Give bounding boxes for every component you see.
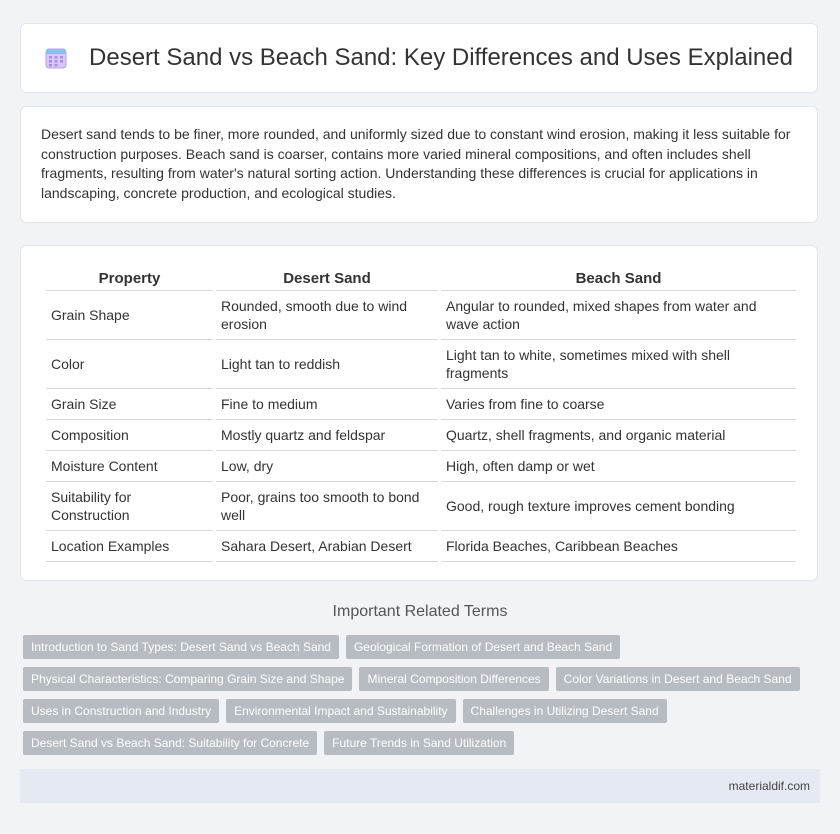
related-term-tag[interactable]: Introduction to Sand Types: Desert Sand vs Beach Sand (23, 635, 339, 659)
table-header-row (46, 264, 796, 291)
table-cell: Location Examples (46, 531, 213, 562)
table-cell: Grain Size (46, 389, 213, 420)
related-term-tag[interactable]: Mineral Composition Differences (359, 667, 548, 691)
related-term-tag[interactable]: Color Variations in Desert and Beach Sand (556, 667, 800, 691)
footer (20, 769, 820, 803)
table-cell: Color (46, 340, 213, 389)
related-term-tag[interactable]: Challenges in Utilizing Desert Sand (463, 699, 667, 723)
calendar-grid-icon (45, 47, 67, 69)
table-cell: Varies from fine to coarse (441, 389, 796, 420)
table-row (46, 451, 796, 482)
table-cell: Poor, grains too smooth to bond well (216, 482, 438, 531)
table-cell: Florida Beaches, Caribbean Beaches (441, 531, 796, 562)
table-cell: Suitability for Construction (46, 482, 213, 531)
column-header-beach-sand: Beach Sand (441, 264, 796, 291)
table-cell: High, often damp or wet (441, 451, 796, 482)
page-title: Desert Sand vs Beach Sand: Key Differences and Uses Explained (89, 44, 793, 71)
table-row (46, 531, 796, 562)
related-term-tag[interactable]: Environmental Impact and Sustainability (226, 699, 455, 723)
related-term-tag[interactable]: Desert Sand vs Beach Sand: Suitability for Concrete (23, 731, 317, 755)
table-cell: Grain Shape (46, 291, 213, 340)
table-row (46, 340, 796, 389)
table-cell: Angular to rounded, mixed shapes from water and wave action (441, 291, 796, 340)
table-row (46, 389, 796, 420)
tag-row (23, 635, 823, 659)
table-cell: Moisture Content (46, 451, 213, 482)
footer-site-link[interactable]: materialdif.com (728, 779, 810, 793)
intro-paragraph: Desert sand tends to be finer, more rounded, and uniformly sized due to constant wind erosion, making it less suitable for construction purposes. Beach sand is coarser, contains more varied mineral compositions, and often includes shell fragments, resulting from water's natural sorting action. Understanding these differences is crucial for applications in landscaping, concrete production, and ecological studies. (41, 126, 791, 201)
related-terms-heading: Important Related Terms (332, 603, 508, 620)
table-cell: Light tan to reddish (216, 340, 438, 389)
tag-row (23, 731, 823, 755)
tag-row (23, 667, 823, 691)
comparison-table (43, 264, 799, 562)
related-term-tag[interactable]: Geological Formation of Desert and Beach Sand (346, 635, 620, 659)
tag-row (23, 699, 823, 723)
table-cell: Good, rough texture improves cement bonding (441, 482, 796, 531)
table-cell: Composition (46, 420, 213, 451)
intro-card (20, 106, 818, 223)
related-term-tag[interactable]: Physical Characteristics: Comparing Grain Size and Shape (23, 667, 352, 691)
table-cell: Quartz, shell fragments, and organic material (441, 420, 796, 451)
table-cell: Fine to medium (216, 389, 438, 420)
column-header-property: Property (46, 264, 213, 291)
table-row (46, 420, 796, 451)
table-cell: Light tan to white, sometimes mixed with shell fragments (441, 340, 796, 389)
related-term-tag[interactable]: Future Trends in Sand Utilization (324, 731, 514, 755)
table-cell: Mostly quartz and feldspar (216, 420, 438, 451)
related-term-tag[interactable]: Uses in Construction and Industry (23, 699, 219, 723)
table-row (46, 291, 796, 340)
table-row (46, 482, 796, 531)
table-cell: Rounded, smooth due to wind erosion (216, 291, 438, 340)
title-card (20, 23, 818, 93)
table-cell: Low, dry (216, 451, 438, 482)
column-header-desert-sand: Desert Sand (216, 264, 438, 291)
comparison-table-card (20, 245, 818, 581)
table-cell: Sahara Desert, Arabian Desert (216, 531, 438, 562)
title-wrap (45, 44, 793, 72)
related-terms-tags (23, 635, 823, 763)
